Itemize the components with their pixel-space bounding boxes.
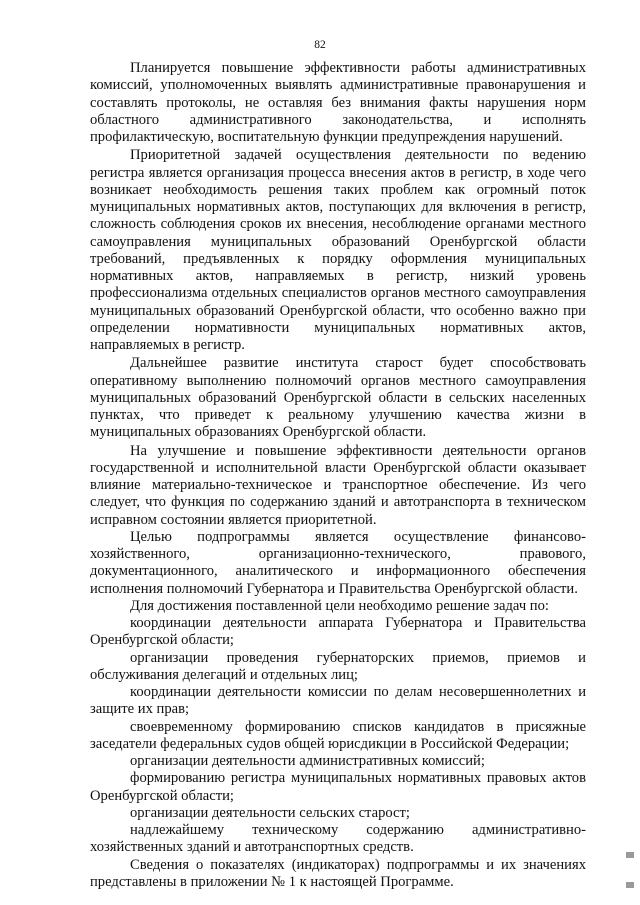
list-item: своевременному формированию списков кандидатов в присяжные заседатели федеральных судов общей юрисдикции в Российской Федерации; (90, 718, 586, 752)
paragraph: Планируется повышение эффективности работы административных комиссий, уполномоченных выявлять административные правонарушения и составлять протоколы, не оставляя без внимания факты нарушения норм областного административного законодательства, и исполнять профилактическую, воспитательную функции предупреждения нарушений. (90, 60, 586, 145)
paragraph: Целью подпрограммы является осуществление финансово-хозяйственного, организационно-технического, правового, документационного, аналитического и информационного обеспечения исполнения полномочий Губернатора и Правительства Оренбургской области. (90, 528, 586, 597)
list-item: организации проведения губернаторских приемов, приемов и обслуживания делегаций и отдельных лиц; (90, 649, 586, 683)
scan-edge-mark (626, 852, 634, 858)
list-item: организации деятельности сельских старост; (130, 804, 410, 821)
paragraph: Для достижения поставленной цели необходимо решение задач по: (130, 597, 549, 614)
paragraph: Сведения о показателях (индикаторах) подпрограммы и их значениях представлены в приложении № 1 к настоящей Программе. (90, 856, 586, 890)
list-item: формированию регистра муниципальных нормативных правовых актов Оренбургской области; (90, 770, 586, 804)
body-text (90, 60, 586, 891)
page-number: 82 (314, 39, 326, 51)
list-item: координации деятельности аппарата Губернатора и Правительства Оренбургской области; (90, 615, 586, 649)
list-item: организации деятельности административных комиссий; (130, 753, 485, 769)
scan-edge-mark (626, 882, 634, 888)
list-item: координации деятельности комиссии по делам несовершеннолетних и защите их прав; (90, 684, 586, 718)
list-item: надлежайшему техническому содержанию административно-хозяйственных зданий и автотранспортных средств. (90, 822, 586, 856)
paragraph: Приоритетной задачей осуществления деятельности по ведению регистра является организация процесса внесения актов в регистр, в ходе чего возникает необходимость решения таких проблем как огромный поток муниципальных нормативных актов, поступающих для включения в регистр, сложность соблюдения сроков их внесения, несоблюдение органами местного самоуправления муниципальных образований Оренбургской области требований, предъявленных к порядку оформления муниципальных нормативных актов, направляемых в регистр, низкий уровень профессионализма отдельных специалистов органов местного самоуправления муниципальных образований Оренбургской области, что особенно важно при определении нормативности муниципальных нормативных актов, направляемых в регистр. (90, 147, 586, 353)
paragraph: На улучшение и повышение эффективности деятельности органов государственной и исполнительной власти Оренбургской области оказывает влияние материально-техническое и транспортное обеспечение. Из чего следует, что функция по содержанию зданий и автотранспорта в техническом исправном состоянии является приоритетной. (90, 442, 586, 528)
paragraph: Дальнейшее развитие института старост будет способствовать оперативному выполнению полномочий органов местного самоуправления муниципальных образований Оренбургской области в сельских населенных пунктах, что приведет к реальному улучшению качества жизни в муниципальных образованиях Оренбургской области. (90, 355, 586, 441)
